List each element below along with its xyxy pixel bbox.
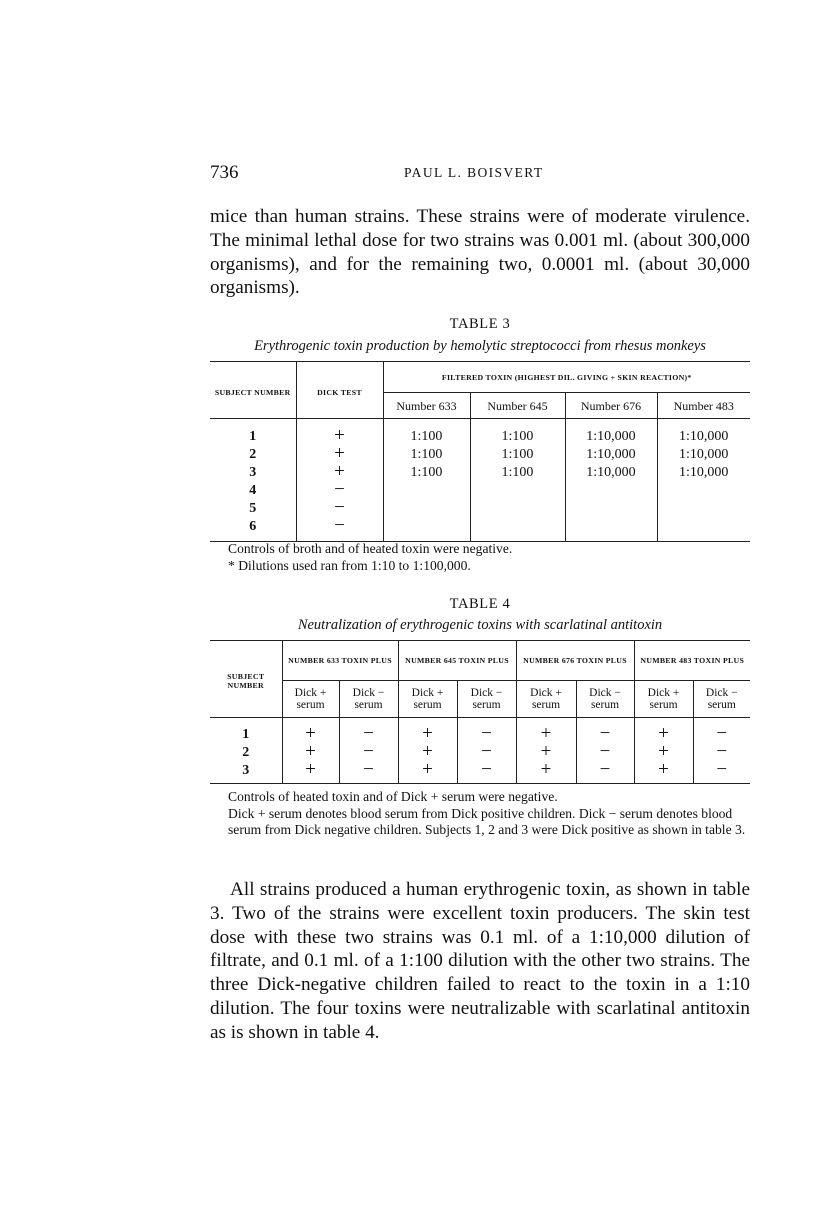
dick-test-result: + [296, 419, 383, 446]
table-row [210, 743, 750, 761]
dick-test-result: − [296, 499, 383, 517]
t3-header-strain: Number 676 [565, 393, 657, 419]
subject-number: 5 [249, 500, 257, 516]
dick-positive-serum-header: Dick + serum [516, 681, 576, 718]
dick-test-result: + [296, 445, 383, 463]
neutralization-result: − [457, 743, 516, 761]
paragraph-1: mice than human strains. These strains were of moderate virulence. The minimal lethal dose for two strains was 0.001 ml. (about 300,000 organisms), and for the remaining two, 0.0001 ml. (about 30,000 organisms). [210, 206, 750, 299]
toxin-dilution [383, 499, 470, 517]
toxin-dilution: 1:100 [383, 419, 470, 446]
neutralization-result: − [693, 743, 750, 761]
toxin-dilution [383, 517, 470, 542]
t4-header-group: NUMBER 676 TOXIN PLUS [516, 641, 634, 681]
dick-negative-serum-header: Dick − serum [339, 681, 398, 718]
toxin-dilution: 1:10,000 [657, 463, 750, 481]
neutralization-result: − [339, 743, 398, 761]
table-row [210, 718, 750, 744]
toxin-dilution [565, 481, 657, 499]
paragraph-2: All strains produced a human erythrogenic toxin, as shown in table 3. Two of the strains were excellent toxin producers. The skin test dose with these two strains was 0.1 ml. of a 1:10,000 dilution of filtrate, and 0.1 ml. of a 1:100 dilution with the other two strains. The three Dick-negative children failed to react to the toxin in a 1:10 dilution. The four toxins were neutralizable with scarlatinal antitoxin as is shown in table 4. [210, 879, 750, 1043]
neutralization-result: − [339, 761, 398, 784]
neutralization-result: + [282, 743, 339, 761]
table-3-notes [228, 541, 750, 574]
neutralization-result: + [398, 743, 457, 761]
toxin-dilution [657, 517, 750, 542]
neutralization-result: + [398, 761, 457, 784]
subject-number: 1 [242, 726, 250, 742]
t3-header-group: FILTERED TOXIN (HIGHEST DIL. GIVING + SKIN REACTION)* [383, 362, 750, 393]
subject-number: 2 [249, 446, 257, 462]
neutralization-result: + [516, 718, 576, 744]
toxin-dilution: 1:10,000 [565, 445, 657, 463]
table-row [210, 419, 750, 446]
neutralization-result: − [576, 743, 634, 761]
toxin-dilution [470, 517, 565, 542]
toxin-dilution: 1:100 [383, 445, 470, 463]
dick-negative-serum-header: Dick − serum [693, 681, 750, 718]
neutralization-result: + [634, 761, 693, 784]
toxin-dilution: 1:10,000 [657, 445, 750, 463]
neutralization-result: + [282, 718, 339, 744]
toxin-dilution: 1:100 [470, 463, 565, 481]
dick-negative-serum-header: Dick − serum [576, 681, 634, 718]
dick-test-result: − [296, 517, 383, 542]
table-4 [210, 640, 750, 784]
t3-note-2: * Dilutions used ran from 1:10 to 1:100,000. [228, 557, 471, 573]
subject-number: 6 [210, 517, 296, 542]
t4-header-group: NUMBER 645 TOXIN PLUS [398, 641, 516, 681]
running-header [210, 162, 750, 186]
page-number: 736 [210, 162, 239, 183]
table-4-number: TABLE 4 [449, 596, 511, 612]
t4-header-group: NUMBER 483 TOXIN PLUS [634, 641, 750, 681]
running-author: PAUL L. BOISVERT [404, 165, 544, 180]
toxin-dilution: 1:100 [383, 463, 470, 481]
neutralization-result: − [457, 761, 516, 784]
toxin-dilution: 1:10,000 [565, 419, 657, 446]
dick-test-result: − [296, 481, 383, 499]
dick-positive-serum-header: Dick + serum [634, 681, 693, 718]
neutralization-result: − [339, 718, 398, 744]
neutralization-result: − [576, 718, 634, 744]
t4-header-group: NUMBER 633 TOXIN PLUS [282, 641, 398, 681]
table-3-caption: Erythrogenic toxin production by hemolytic streptococci from rhesus monkeys [254, 338, 706, 354]
t3-note-1: Controls of broth and of heated toxin were negative. [228, 541, 513, 556]
toxin-dilution: 1:100 [470, 445, 565, 463]
neutralization-result: − [457, 718, 516, 744]
table-4-notes [228, 789, 750, 839]
table-row [210, 445, 750, 463]
toxin-dilution: 1:10,000 [657, 419, 750, 446]
dick-positive-serum-header: Dick + serum [282, 681, 339, 718]
dick-test-result: + [296, 463, 383, 481]
subject-number: 4 [249, 482, 257, 498]
toxin-dilution [470, 481, 565, 499]
toxin-dilution [383, 481, 470, 499]
subject-number: 3 [210, 761, 282, 784]
neutralization-result: + [516, 761, 576, 784]
subject-number: 3 [249, 464, 257, 480]
toxin-dilution [565, 517, 657, 542]
table-row [210, 761, 750, 784]
toxin-dilution: 1:10,000 [565, 463, 657, 481]
table-row [210, 517, 750, 542]
neutralization-result: + [634, 718, 693, 744]
table-row [210, 463, 750, 481]
dick-positive-serum-header: Dick + serum [398, 681, 457, 718]
toxin-dilution [657, 499, 750, 517]
toxin-dilution [657, 481, 750, 499]
toxin-dilution [470, 499, 565, 517]
toxin-dilution [565, 499, 657, 517]
neutralization-result: + [634, 743, 693, 761]
table-row [210, 499, 750, 517]
neutralization-result: − [693, 761, 750, 784]
t3-header-dick: DICK TEST [296, 362, 383, 419]
t4-note-1: Controls of heated toxin and of Dick + serum were negative. [228, 789, 558, 804]
subject-number: 2 [242, 744, 250, 760]
table-row [210, 481, 750, 499]
t4-header-subject: SUBJECT NUMBER [210, 641, 282, 718]
t4-note-2: Dick + serum denotes blood serum from Dick positive children. Dick − serum denotes blood serum from Dick negative children. Subjects 1, 2 and 3 were Dick positive as shown in table 3. [228, 805, 746, 837]
neutralization-result: + [282, 761, 339, 784]
neutralization-result: − [576, 761, 634, 784]
t3-header-strain: Number 483 [657, 393, 750, 419]
t3-header-subject: SUBJECT NUMBER [210, 362, 296, 419]
neutralization-result: + [516, 743, 576, 761]
toxin-dilution: 1:100 [470, 419, 565, 446]
t3-header-strain: Number 645 [470, 393, 565, 419]
subject-number: 1 [249, 428, 257, 444]
table-3 [210, 361, 750, 542]
t3-header-strain: Number 633 [383, 393, 470, 419]
table-4-caption: Neutralization of erythrogenic toxins with scarlatinal antitoxin [297, 617, 663, 633]
neutralization-result: + [398, 718, 457, 744]
dick-negative-serum-header: Dick − serum [457, 681, 516, 718]
neutralization-result: − [693, 718, 750, 744]
table-3-number: TABLE 3 [449, 316, 511, 332]
